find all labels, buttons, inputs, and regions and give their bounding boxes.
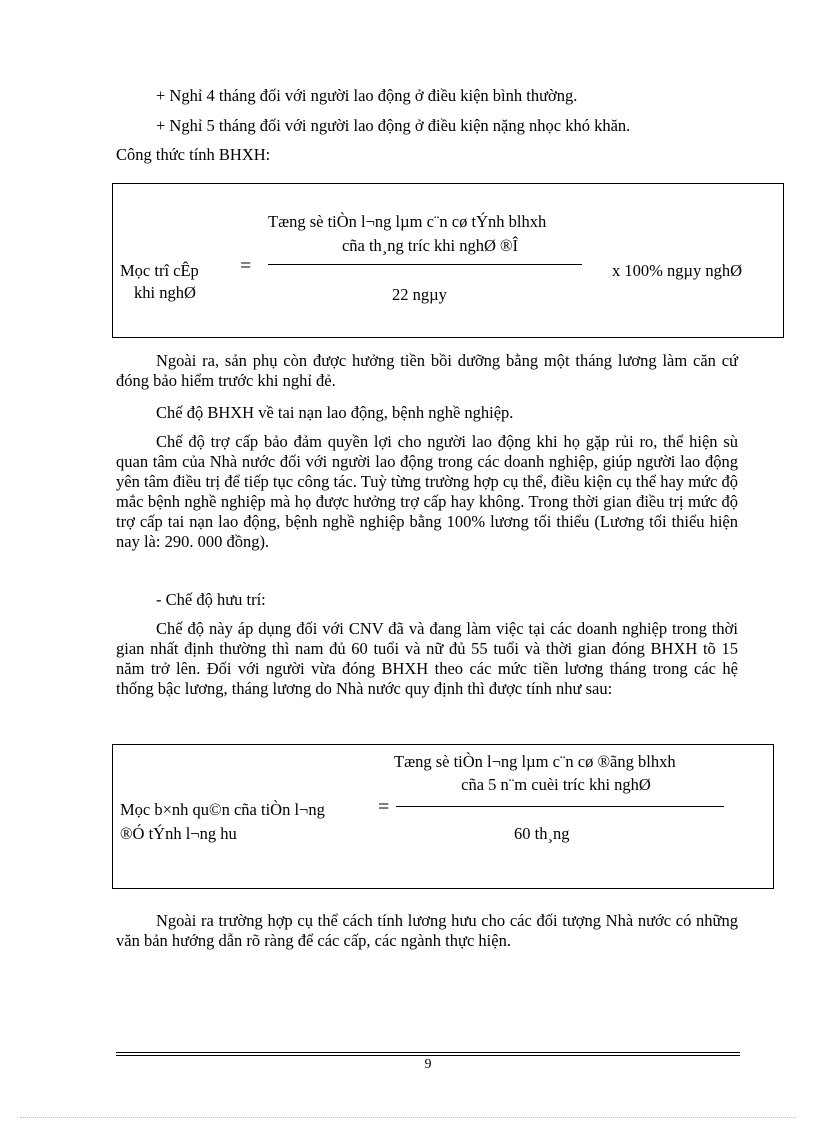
formula2-lhs-line2: ®Ó tÝnh l¬ng hu: [120, 824, 237, 843]
formula1-numerator-line1: Tæng sè tiÒn l¬ng lµm c¨n cø tÝnh blhxh: [268, 212, 547, 231]
list-item-retirement: - Chế độ hưu trí:: [156, 590, 266, 609]
formula1-denominator: 22 ngµy: [392, 285, 447, 304]
section-heading: Chế độ BHXH về tai nạn lao động, bệnh nghề nghiệp.: [156, 403, 514, 422]
formula1-fraction-bar: [268, 264, 582, 265]
formula2-lhs-line1: Mọc b×nh qu©n cña tiÒn l¬ng: [120, 800, 325, 819]
paragraph-1: Ngoài ra, sản phụ còn được hưởng tiền bồi dưỡng bằng một tháng lương làm căn cứ đóng bảo hiểm trước khi nghỉ đẻ.: [116, 351, 738, 390]
formula-intro: Công thức tính BHXH:: [116, 145, 271, 164]
footer-rule-bottom: [116, 1055, 740, 1056]
formula1-lhs-line1: Mọc trî cÊp: [120, 261, 199, 280]
formula1-numerator-line2: cña th¸ng tríc khi nghØ ®Î: [341, 236, 519, 255]
formula2-denominator: 60 th¸ng: [514, 824, 570, 843]
page-number: 9: [424, 1057, 432, 1072]
formula1-equals: =: [240, 255, 252, 277]
paragraph-5: Chế độ này áp dụng đối với CNV đã và đang làm việc tại các doanh nghiệp trong thời gian nhất định thường thì nam đủ 60 tuổi và nữ đủ 55 tuổi và thời gian đóng BHXH tõ 15 năm trở lên. Đối với người vừa đóng BHXH theo các mức tiền lương tháng trong các hệ thống bậc lương, tháng lương do Nhà nước quy định thì được tính như sau:: [116, 619, 738, 698]
bullet-item: + Nghỉ 5 tháng đối với người lao động ở điều kiện nặng nhọc khó khăn.: [156, 116, 631, 135]
bullet-item: + Nghỉ 4 tháng đối với người lao động ở điều kiện bình thường.: [156, 86, 578, 105]
formula2-fraction-bar: [396, 806, 724, 807]
formula2-equals: =: [378, 796, 390, 818]
formula2-numerator-line2: cña 5 n¨m cuèi tríc khi nghØ: [461, 775, 651, 794]
footer-rule-top: [116, 1052, 740, 1053]
formula1-lhs-line2: khi nghØ: [134, 283, 196, 302]
formula2-numerator-line1: Tæng sè tiÒn l¬ng lµm c¨n cø ®ãng blhxh: [394, 752, 676, 771]
formula1-rhs: x 100% ngµy nghØ: [612, 261, 743, 280]
paragraph-3: Chế độ trợ cấp bảo đảm quyền lợi cho người lao động khi họ gặp rủi ro, thể hiện sù quan tâm của Nhà nước đối với người lao động trong các doanh nghiệp, giúp người lao động yên tâm điều trị để tiếp tục công tác. Tuỳ từng trường hợp cụ thể, điều kiện cụ thể hay mức độ mắc bệnh nghề nghiệp mà họ được hưởng trợ cấp hay không. Trong thời gian điều trị mức độ trợ cấp tai nạn lao động, bệnh nghề nghiệp bằng 100% lương tối thiểu (Lương tối thiểu hiện nay là: 290. 000 đồng).: [116, 432, 738, 551]
page-edge-dotted: [20, 1117, 796, 1118]
paragraph-6: Ngoài ra trường hợp cụ thể cách tính lương hưu cho các đối tượng Nhà nước có những văn bản hướng dẫn rõ ràng để các cấp, các ngành thực hiện.: [116, 911, 738, 950]
